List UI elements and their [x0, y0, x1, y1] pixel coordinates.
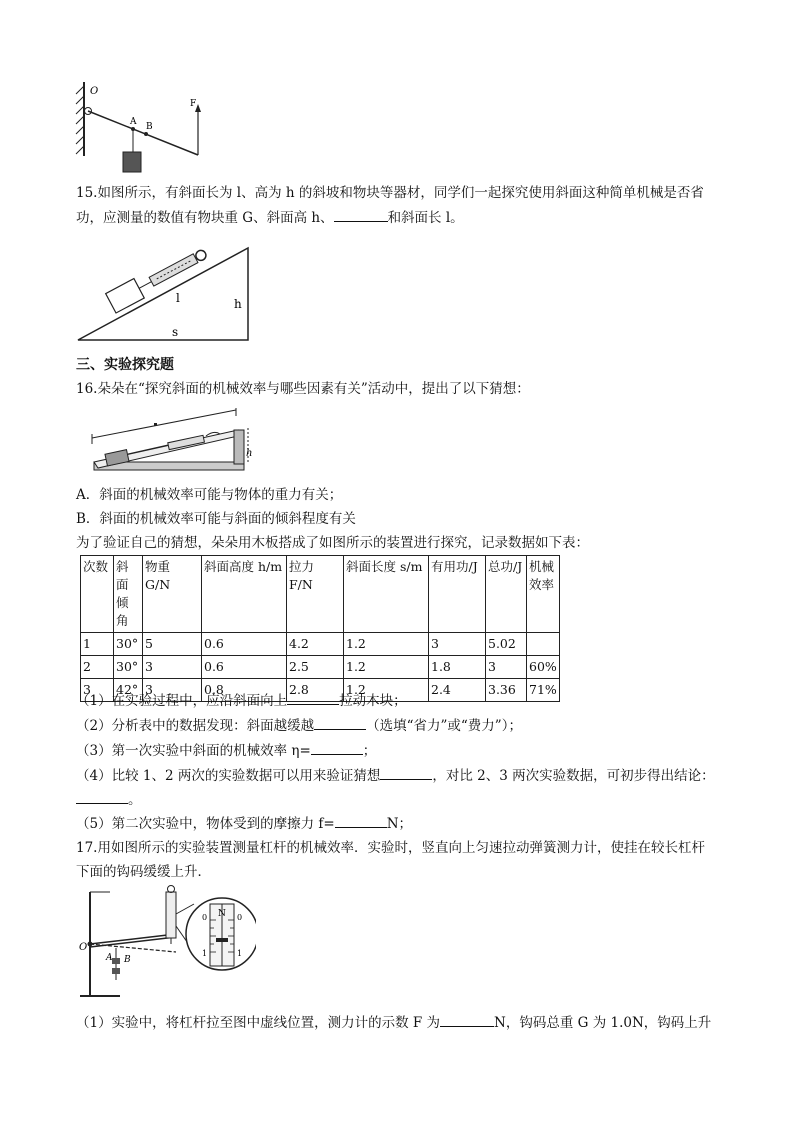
table-row [81, 633, 560, 656]
q16-s5-blank[interactable] [335, 813, 387, 828]
q16-s2 [76, 715, 522, 736]
section-title: 三、实验探究题 [76, 357, 174, 373]
q15-line2 [76, 207, 464, 228]
table-header-row [81, 556, 560, 633]
table-header-cell: 总功/J [486, 556, 527, 633]
q16-s4-a: （4）比较 1、2 两次的实验数据可以用来验证猜想 [76, 768, 381, 784]
table-cell: 3.36 [486, 679, 527, 702]
q16-s4-cont [76, 789, 142, 810]
q16-s5 [76, 813, 412, 834]
table-cell: 3 [143, 656, 202, 679]
q15-answer-blank[interactable] [334, 207, 388, 222]
lever-wall-figure [70, 78, 210, 178]
q16-s4-blank-1[interactable] [380, 765, 432, 780]
q16-s4-b: ，对比 2、3 两次实验数据，可初步得出结论： [432, 768, 715, 784]
scale-label-0a: 0 [202, 913, 208, 922]
q17-s1-blank[interactable] [440, 1012, 494, 1027]
scale-label-1a: 1 [202, 949, 208, 958]
table-cell: 2.5 [287, 656, 344, 679]
incline-q16-label-h: h [246, 448, 253, 459]
scale-label-1b: 1 [237, 949, 243, 958]
incline-label-l: l [176, 291, 180, 305]
q17-s1-a: （1）实验中，将杠杆拉至图中虚线位置，测力计的示数 F 为 [76, 1015, 441, 1031]
q16-s5-a: （5）第二次实验中，物体受到的摩擦力 f= [76, 816, 335, 832]
q16-s1-blank[interactable] [287, 690, 339, 705]
table-cell: 0.6 [202, 633, 287, 656]
q16-s2-a: （2）分析表中的数据发现：斜面越缓越 [76, 718, 315, 734]
table-cell: 5.02 [486, 633, 527, 656]
q16-s2-b: （选填“省力”或“费力”）； [366, 718, 522, 734]
incline-label-s: s [172, 325, 179, 339]
table-cell: 30° [114, 656, 143, 679]
incline-q15-figure [76, 238, 256, 344]
table-cell[interactable] [527, 633, 560, 656]
table-cell: 3 [143, 679, 202, 702]
q17-line1: 17.用如图所示的实验装置测量杠杆的机械效率．实验时，竖直向上匀速拉动弹簧测力计，使挂在较长杠杆 [76, 840, 705, 856]
table-cell: 42° [114, 679, 143, 702]
table-row [81, 656, 560, 679]
table-cell: 60% [527, 656, 560, 679]
table-cell: 2.8 [287, 679, 344, 702]
q16-s5-b: N； [386, 816, 413, 832]
table-cell: 5 [143, 633, 202, 656]
table-cell: 1.2 [344, 679, 429, 702]
q16-s2-blank[interactable] [314, 715, 366, 730]
table-cell: 2.4 [429, 679, 486, 702]
table-cell: 3 [486, 656, 527, 679]
q16-s3-a: （3）第一次实验中斜面的机械效率 η= [76, 743, 311, 759]
table-cell: 1 [81, 633, 114, 656]
q16-guess-a: A．斜面的机械效率可能与物体的重力有关； [76, 487, 343, 503]
q17-s1-b: N，钩码总重 G 为 1.0N，钩码上升 [494, 1015, 712, 1031]
table-header-cell: 次数 [81, 556, 114, 633]
table-cell: 30° [114, 633, 143, 656]
table-cell: 3 [81, 679, 114, 702]
table-header-cell: 斜面倾角 [114, 556, 143, 633]
q16-s1-a: （1）在实验过程中，应沿斜面向上 [76, 693, 288, 709]
table-cell: 71% [527, 679, 560, 702]
q16-s1-b: 拉动木块； [339, 693, 407, 709]
table-header-cell: 斜面高度 h/m [202, 556, 287, 633]
scale-label-0b: 0 [237, 913, 243, 922]
lever-q17-label-b: B [124, 955, 131, 965]
q16-s3-blank[interactable] [311, 740, 363, 755]
q16-data-table [80, 555, 560, 702]
lever-q17-label-o: O [79, 942, 88, 953]
q16-guess-b: B．斜面的机械效率可能与斜面的倾斜程度有关 [76, 511, 356, 527]
lever-label-b: B [146, 122, 153, 132]
lever-label-o: O [90, 86, 99, 97]
table-header-cell: 机械效率 [527, 556, 560, 633]
q16-lead: 为了验证自己的猜想，朵朵用木板搭成了如图所示的装置进行探究，记录数据如下表： [76, 535, 589, 551]
table-header-cell: 有用功/J [429, 556, 486, 633]
lever-q17-label-a: A [106, 953, 113, 963]
q15-line1: 15.如图所示，有斜面长为 l、高为 h 的斜坡和物块等器材，同学们一起探究使用斜面这种简单机械是否省 [76, 185, 704, 201]
lever-label-f: F [190, 99, 197, 109]
incline-q16-figure [88, 408, 258, 474]
table-cell: 2 [81, 656, 114, 679]
q16-intro: 16.朵朵在“探究斜面的机械效率与哪些因素有关”活动中，提出了以下猜想： [76, 381, 530, 397]
lever-label-a: A [130, 117, 137, 127]
table-cell: 3 [429, 633, 486, 656]
table-header-cell: 拉力 F/N [287, 556, 344, 633]
table-cell: 1.8 [429, 656, 486, 679]
q16-s1 [76, 690, 407, 711]
lever-scale-figure [76, 884, 256, 1004]
scale-label-n: N [218, 909, 226, 919]
q17-s1 [76, 1012, 711, 1033]
table-header-cell: 斜面长度 s/m [344, 556, 429, 633]
q17-line2: 下面的钩码缓缓上升． [76, 864, 211, 880]
q16-s4-c: 。 [128, 792, 142, 808]
q15-line2-a: 功，应测量的数值有物块重 G、斜面高 h、 [76, 210, 334, 226]
table-cell: 0.8 [202, 679, 287, 702]
table-cell: 1.2 [344, 656, 429, 679]
q16-s4-blank-2[interactable] [76, 789, 128, 804]
table-cell: 0.6 [202, 656, 287, 679]
incline-label-h: h [234, 297, 242, 311]
table-cell: 4.2 [287, 633, 344, 656]
q16-s3-b: ； [362, 743, 377, 759]
q16-s4 [76, 765, 715, 786]
q16-s3 [76, 740, 376, 761]
table-cell: 1.2 [344, 633, 429, 656]
table-header-cell: 物重 G/N [143, 556, 202, 633]
q15-line2-b: 和斜面长 l。 [387, 210, 464, 226]
